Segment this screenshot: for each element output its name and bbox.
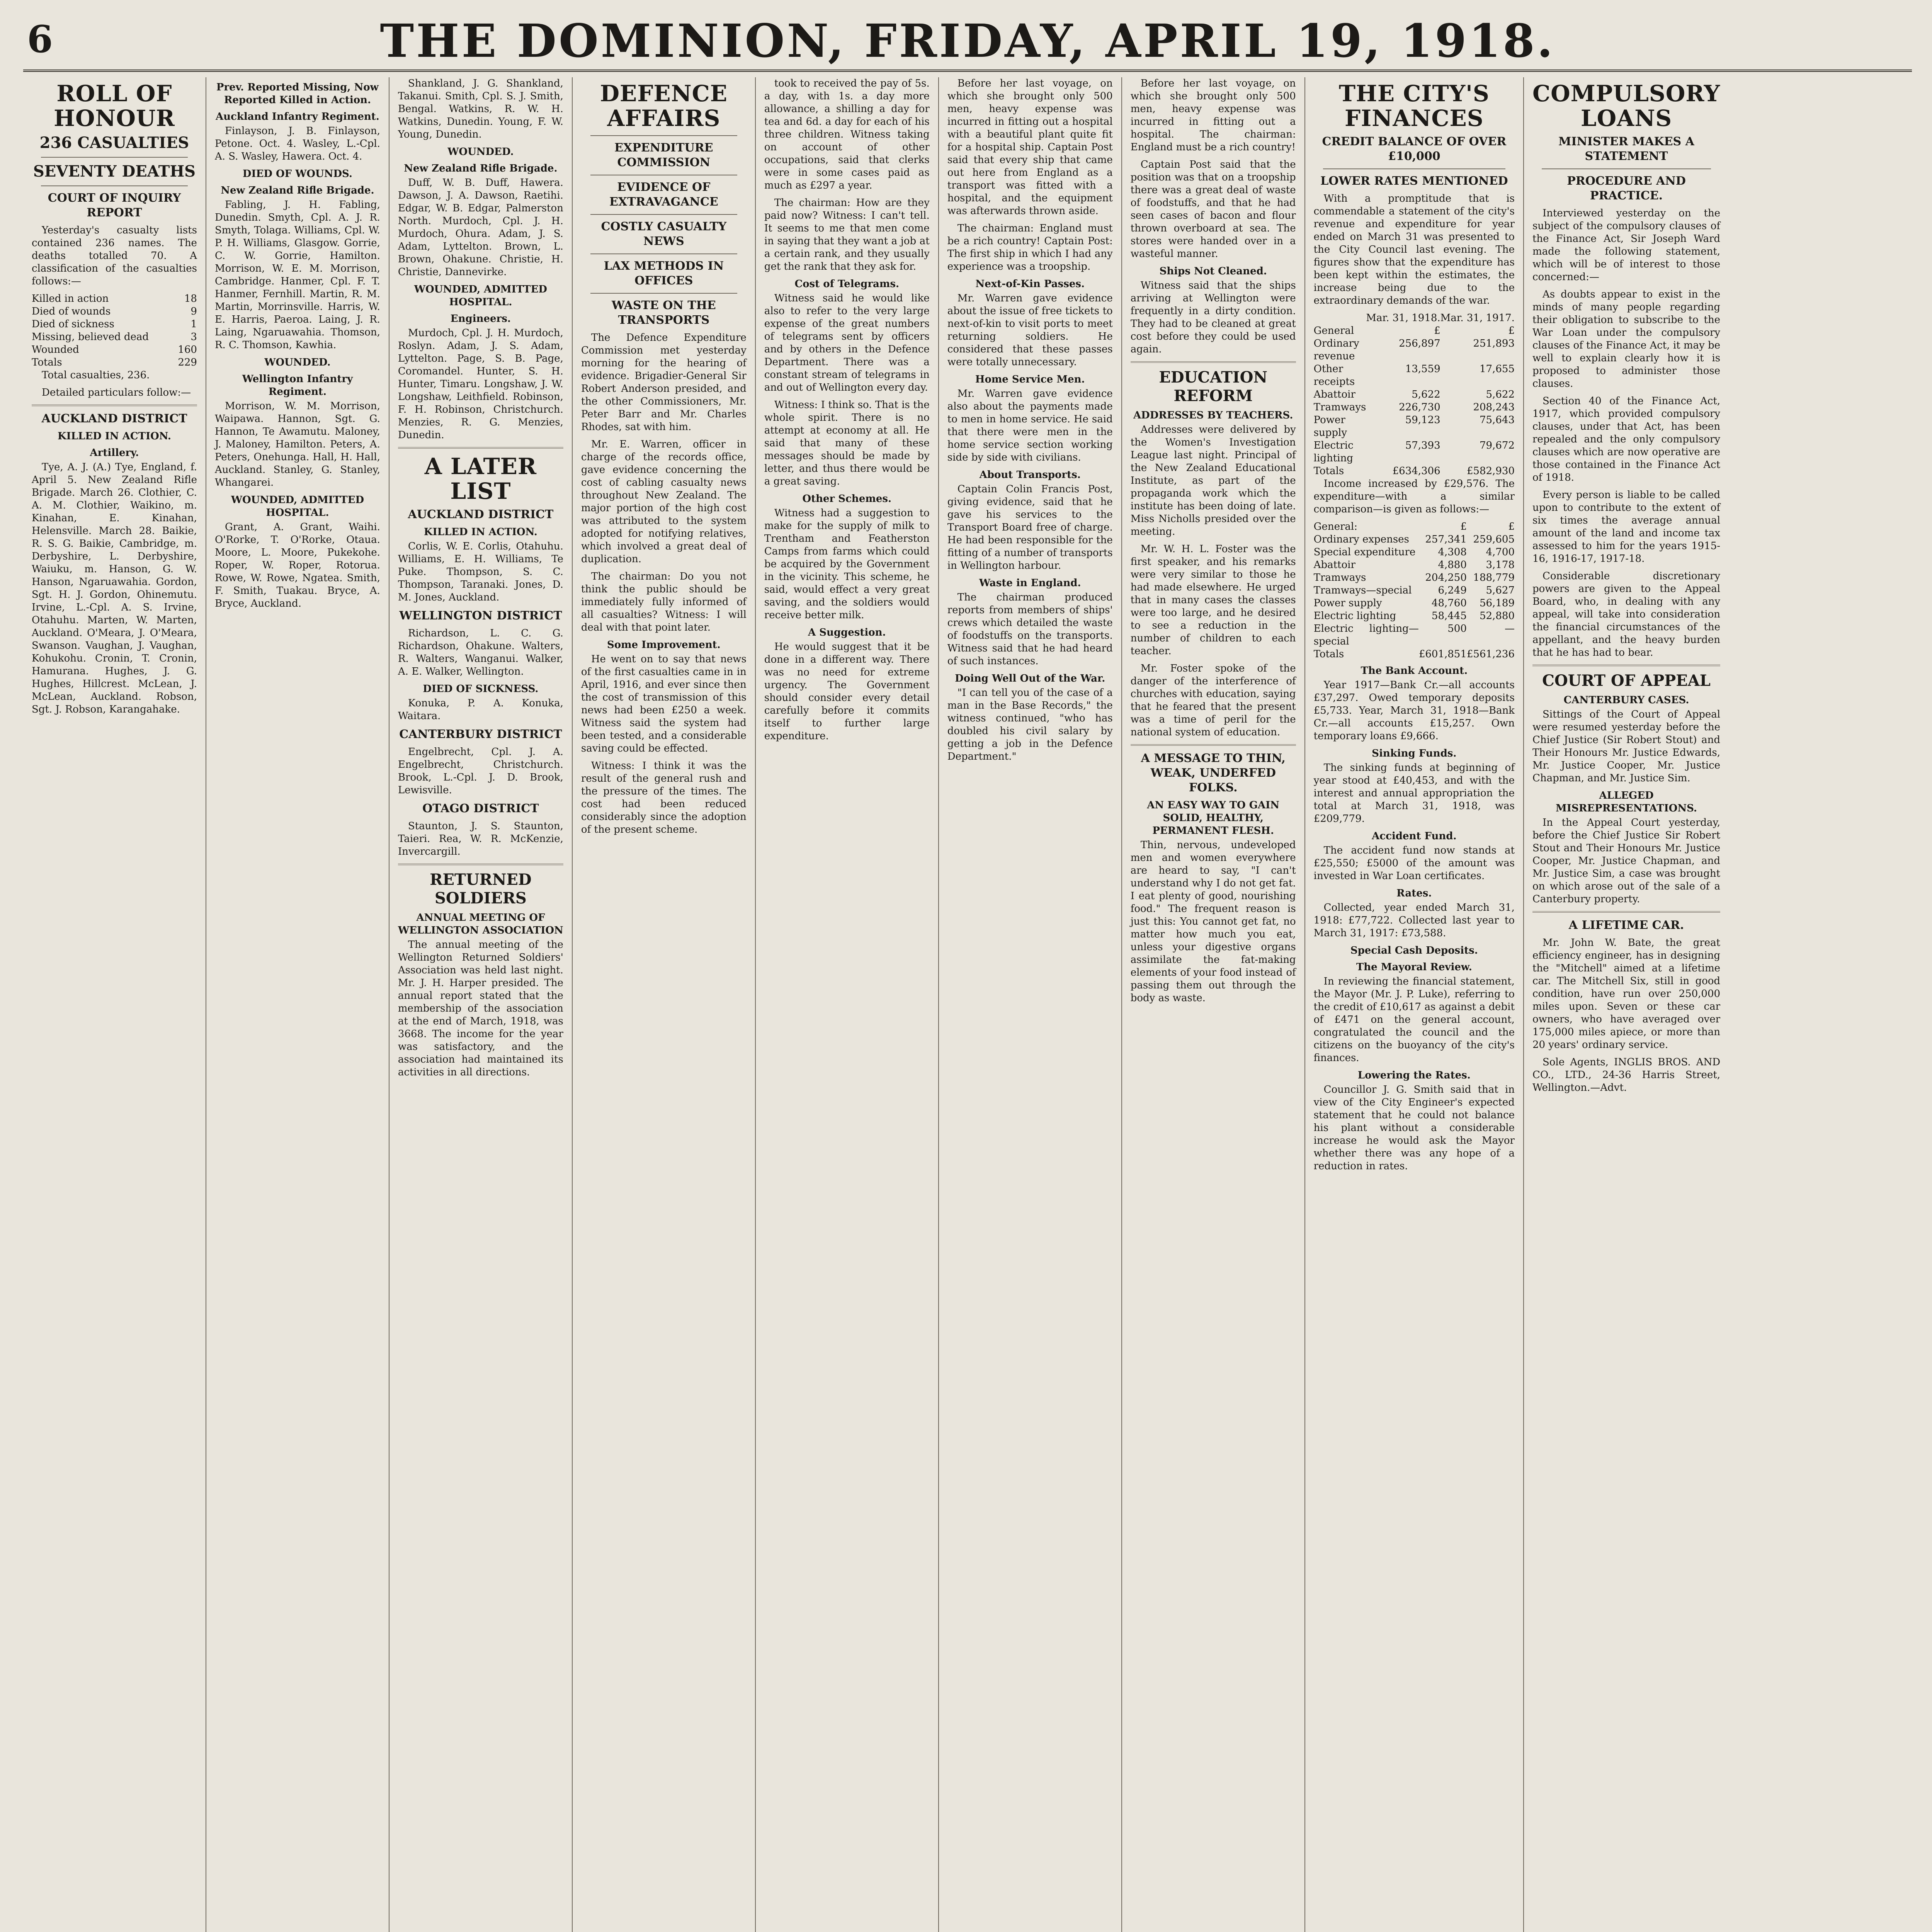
- advert-paragraph: Sole Agents, INGLIS BROS. AND CO., LTD., 24-36 Harris Street, Wellington.—Advt.: [1532, 1056, 1721, 1094]
- divider: [1323, 168, 1505, 169]
- article-paragraph: Witness had a suggestion to make for the supply of milk to Trentham and Featherston Camps from farms which could be acquired by the Government in the vicinity. This scheme, he said, would effect a very great saving, and the soldiers would receive better milk.: [764, 507, 930, 621]
- article-paragraph: In reviewing the financial statement, the Mayor (Mr. J. P. Luke), referring to the credit of £10,617 as against a debit of £471 on the general account, congratulated the council and the citizens on the buoyancy of the city's finances.: [1313, 976, 1515, 1064]
- subhead: LOWER RATES MENTIONED: [1320, 174, 1508, 188]
- divider: [1131, 361, 1296, 363]
- divider: [41, 157, 188, 158]
- section-heading: Doing Well Out of the War.: [955, 673, 1105, 684]
- summary-row: Died of sickness 1: [32, 318, 197, 330]
- section-heading: KILLED IN ACTION.: [423, 526, 537, 538]
- name-list: Morrison, W. M. Morrison, Waipawa. Hannon, Sgt. G. Hannon, Te Awamutu. Maloney, J. Maloney, Hamilton. Peters, A. Peters, Onehunga. Hall, H. Hall, Auckland. Stanley, G. Stanley, Whangarei.: [214, 400, 380, 488]
- divider: [32, 405, 197, 406]
- subhead: EVIDENCE OF EXTRAVAGANCE: [609, 180, 718, 209]
- expenditure-row: Electric lighting 58,445 52,880: [1313, 610, 1515, 622]
- expenditure-row: Ordinary expenses 257,341 259,605: [1313, 534, 1515, 545]
- expenditure-row: Power supply 48,760 56,189: [1313, 597, 1515, 609]
- subhead: MINISTER MAKES A STATEMENT: [1558, 135, 1694, 163]
- article-paragraph: Before her last voyage, on which she brought only 500 men, heavy expense was incurred in fitting out a hospital. The chairman: England must be a rich country!: [1130, 78, 1296, 153]
- article-paragraph: The accident fund now stands at £25,550; £5000 of the amount was invested in War Loan certificates.: [1313, 845, 1515, 882]
- advert-paragraph: Thin, nervous, undeveloped men and women everywhere are heard to say, "I can't understand why I do not get fat. I eat plenty of good, nourishing food." The frequent reason is just this: You cannot get fat, no matter how much you eat, unless your digestive organs assimilate the fat-making elements of your food instead of passing them out through the body as waste.: [1130, 839, 1296, 1004]
- name-list: Konuka, P. A. Konuka, Waitara.: [398, 697, 563, 722]
- section-heading: Accident Fund.: [1372, 830, 1457, 842]
- headline-roll-of-honour: ROLL OF HONOUR: [54, 80, 175, 131]
- headline-compulsory-loans: COMPULSORY LOANS: [1532, 80, 1721, 131]
- district-heading: AUCKLAND DISTRICT: [408, 508, 554, 521]
- advert-heading: A MESSAGE TO THIN, WEAK, UNDERFED FOLKS.: [1141, 752, 1286, 794]
- subhead-addresses: ADDRESSES BY TEACHERS.: [1133, 410, 1293, 421]
- subhead: WASTE ON THE TRANSPORTS: [611, 299, 716, 327]
- revenue-total-row: Totals £634,306 £582,930: [1313, 465, 1515, 477]
- article-paragraph: In the Appeal Court yesterday, before the Chief Justice Sir Robert Stout and Their Honours Mr. Justice Cooper, Mr. Justice Chapman, and Mr. Justice Sim, a case was brought on which arose out of the sale of a Canterbury property.: [1532, 817, 1721, 905]
- district-heading: AUCKLAND DISTRICT: [41, 412, 187, 425]
- section-heading: WOUNDED, ADMITTED HOSPITAL.: [231, 494, 364, 519]
- article-paragraph: The sinking funds at beginning of year stood at £40,453, and with the interest and annual appropriation the total at March 31, 1918, was £209,779.: [1313, 762, 1515, 825]
- divider: [398, 864, 563, 865]
- casualty-summary-table: [32, 293, 197, 369]
- section-heading: Prev. Reported Missing, Now Reported Killed in Action.: [216, 82, 379, 106]
- name-list: Finlayson, J. B. Finlayson, Petone. Oct. 4. Wasley, L.-Cpl. A. S. Wasley, Hawera. Oct. 4.: [214, 125, 380, 162]
- revenue-row: Tramways 226,730 208,243: [1313, 401, 1515, 413]
- unit-heading: Engineers.: [450, 313, 511, 325]
- name-list: Grant, A. Grant, Waihi. O'Rorke, T. O'Rorke, Otaua. Moore, L. Moore, Pukekohe. Roper, W. Roper, Rotorua. Rowe, W. Rowe, Ngatea. Smith, F. Smith, Tuakau. Bryce, A. Bryce, Auckland.: [214, 521, 380, 609]
- name-list: Engelbrecht, Cpl. J. A. Engelbrecht, Christchurch. Brook, L.-Cpl. J. D. Brook, Lewisville.: [398, 746, 563, 796]
- name-list: Corlis, W. E. Corlis, Otahuhu. Williams, E. H. Williams, Te Puke. Thompson, S. C. Thompson, Taranaki. Jones, D. M. Jones, Auckland.: [398, 541, 563, 603]
- divider: [590, 253, 737, 254]
- expenditure-row: Tramways—special 6,249 5,627: [1313, 585, 1515, 596]
- section-heading: Lowering the Rates.: [1357, 1070, 1471, 1081]
- article-paragraph: As doubts appear to exist in the minds of many people regarding their obligation to subscribe to the War Loan under the compulsory clauses of the Finance Act, it may be well to explain clearly how it is proposed to administer those clauses.: [1532, 289, 1721, 389]
- headline-defence-affairs: DEFENCE AFFAIRS: [600, 80, 728, 131]
- article-paragraph: Councillor J. G. Smith said that in view of the City Engineer's expected statement that he could not balance his plant without a considerable increase he would ask the Mayor whether there was any hope of a reduction in rates.: [1313, 1084, 1515, 1172]
- divider: [1131, 744, 1296, 746]
- name-list: Tye, A. J. (A.) Tye, England, f. April 5. New Zealand Rifle Brigade. March 26. Clothier, C. A. M. Clothier, Waikino, m. Kinahan, E. Kinahan, Helensville. March 28. Baikie, R. S. G. Baikie, Cambridge, m. Derbyshire, L. Derbyshire, Waiuku, m. Hanson, G. W. Hanson, Ngaruawahia. Gordon, Sgt. H. J. Gordon, Ohinemutu. Irvine, L.-Cpl. A. S. Irvine, Otahuhu. Marten, W. Marten, Auckland. O'Meara, J. O'Meara, Swanson. Vaughan, J. Vaughan, Kohukohu. Cronin, T. Cronin, Hamurana. Hughes, J. G. Hughes, Hillcrest. McLean, J. McLean, Auckland. Robson, Sgt. J. Robson, Karangahake.: [32, 461, 197, 715]
- revenue-table-header: Mar. 31, 1918. Mar. 31, 1917.: [1366, 312, 1515, 324]
- divider: [590, 293, 737, 294]
- unit-heading: Artillery.: [90, 447, 139, 459]
- article-paragraph: The chairman produced reports from members of ships' crews which detailed the waste of foodstuffs on the transports. Witness said that he had heard of such instances.: [947, 592, 1113, 667]
- section-heading: Other Schemes.: [802, 493, 892, 505]
- column-city-finances: [1305, 77, 1524, 1932]
- divider: [590, 135, 737, 136]
- expenditure-table: [1314, 520, 1515, 661]
- article-paragraph: The chairman: England must be a rich country! Captain Post: The first ship in which I had any experience was a troopship.: [947, 223, 1113, 272]
- section-heading: DIED OF WOUNDS.: [242, 168, 352, 180]
- section-heading: ALLEGED MISREPRESENTATIONS.: [1556, 790, 1697, 814]
- article-paragraph: The Defence Expenditure Commission met yesterday morning for the hearing of evidence. Brigadier-General Sir Robert Anderson presided, and the other Commissioners, Mr. Peter Barr and Mr. Charles Rhodes, sat with him.: [581, 332, 747, 433]
- section-heading: KILLED IN ACTION.: [58, 430, 171, 442]
- section-heading: Waste in England.: [979, 577, 1081, 589]
- divider: [1532, 665, 1720, 666]
- headline-later-list: A LATER LIST: [424, 453, 537, 504]
- article-paragraph: Sittings of the Court of Appeal were resumed yesterday before the Chief Justice (Sir Robert Stout) and Their Honours Mr. Justice Edwards, Mr. Justice Cooper, Mr. Justice Chapman, and Mr. Justice Sim.: [1532, 709, 1721, 784]
- article-paragraph: Addresses were delivered by the Women's Investigation League last night. Principal of the New Zealand Educational Institute, as part of the propaganda work which the institute has been doing of late. Miss Nicholls presided over the meeting.: [1130, 424, 1296, 537]
- column-transports: [939, 77, 1122, 1932]
- article-paragraph: Section 40 of the Finance Act, 1917, which provided compulsory clauses, under that Act, has been repealed and the only compulsory clauses which are now operative are those contained in the Finance Act of 1918.: [1532, 395, 1721, 483]
- summary-row: Missing, believed dead 3: [32, 331, 197, 343]
- article-paragraph: Witness said that the ships arriving at Wellington were frequently in a dirty condition. They had to be cleaned at great cost before they could be used again.: [1130, 280, 1296, 355]
- article-paragraph: Considerable discretionary powers are given to the Appeal Board, who, in dealing with any appeal, will take into consideration the financial circumstances of the appellant, and the heavy burden that he has had to bear.: [1532, 570, 1721, 658]
- name-list: Duff, W. B. Duff, Hawera. Dawson, J. A. Dawson, Raetihi. Edgar, W. B. Edgar, Palmerston North. Murdoch, Cpl. J. H. Murdoch, Ohura. Adam, J. S. Adam, Lyttelton. Brown, L. Brown, Ohakune. Christie, H. Christie, Dannevirke.: [398, 177, 563, 278]
- headline-city-finances: THE CITY'S FINANCES: [1338, 80, 1490, 131]
- advert-heading: A LIFETIME CAR.: [1568, 918, 1684, 932]
- section-heading: WOUNDED, ADMITTED HOSPITAL.: [414, 284, 547, 308]
- article-paragraph: Witness: I think it was the result of the general rush and the pressure of the times. The cost had been reduced considerably since the adoption of the present scheme.: [581, 760, 747, 835]
- detail-note: Detailed particulars follow:—: [42, 387, 191, 398]
- revenue-row: Abattoir 5,622 5,622: [1313, 389, 1515, 400]
- summary-row: Died of wounds 9: [32, 306, 197, 317]
- article-paragraph: Mr. Warren gave evidence also about the payments made to men in home service. He said that there were men in the home service section working side by side with civilians.: [947, 388, 1113, 463]
- expenditure-row: Special expenditure 4,308 4,700: [1313, 546, 1515, 558]
- divider: [41, 185, 188, 186]
- article-paragraph: Interviewed yesterday on the subject of the compulsory clauses of the Finance Act, Sir Joseph Ward made the following statement, which will be of interest to those concerned:—: [1532, 207, 1721, 283]
- page-number: 6: [27, 17, 53, 61]
- revenue-row: Power supply 59,123 75,643: [1313, 414, 1515, 439]
- expenditure-total-row: Totals £601,851 £561,236: [1313, 648, 1515, 660]
- subhead: LAX METHODS IN OFFICES: [604, 259, 724, 287]
- expenditure-row: Tramways 204,250 188,779: [1313, 572, 1515, 583]
- subhead: COSTLY CASUALTY NEWS: [601, 220, 727, 248]
- section-heading: WOUNDED.: [447, 146, 514, 158]
- article-paragraph: Mr. E. Warren, officer in charge of the records office, gave evidence concerning the cost of cabling casualty news throughout New Zealand. The major portion of the high cost was attributed to the system adopted for notifying relatives, which involved a great deal of duplication.: [581, 439, 747, 565]
- article-paragraph: Witness said he would like also to refer to the very large expense of the great numbers of telegrams sent by officers and by others in the Defence Department. There was a constant stream of telegrams in and out of Wellington every day.: [764, 293, 930, 393]
- column-roll-of-honour: [23, 77, 206, 1932]
- unit-heading: Wellington Infantry Regiment.: [242, 373, 353, 398]
- advert-subheading: AN EASY WAY TO GAIN SOLID, HEALTHY, PERMANENT FLESH.: [1147, 799, 1280, 837]
- article-paragraph: Captain Colin Francis Post, giving evidence, said that he gave his services to the Transport Board free of charge. He had been responsible for the fitting of a number of transports in Wellington harbour.: [947, 483, 1113, 571]
- article-paragraph: The chairman: Do you not think the public should be immediately fully informed of all casualties? Witness: I will deal with that point later.: [581, 571, 747, 633]
- column-compulsory-loans: [1524, 77, 1729, 1932]
- revenue-row: General £ £: [1313, 325, 1515, 337]
- article-paragraph: Income increased by £29,576. The expenditure—with a similar comparison—is given as follows:—: [1313, 478, 1515, 515]
- subhead: CREDIT BALANCE OF OVER £10,000: [1322, 135, 1507, 163]
- section-heading: WOUNDED.: [264, 357, 331, 368]
- article-paragraph: Mr. W. H. L. Foster was the first speaker, and his remarks were very similar to those he had made elsewhere. He urged that in many cases the classes were too large, and he desired to see a reduction in the number of children to each teacher.: [1130, 543, 1296, 657]
- article-paragraph: Mr. Foster spoke of the danger of the interference of churches with education, saying that he feared that the present was a time of peril for the national system of education.: [1130, 663, 1296, 738]
- article-paragraph: took to received the pay of 5s. a day, with 1s. a day more allowance, a shilling a day for tea and 6d. a day for each of his three children. Witness taking on account of other occupations, said that clerks were in some cases paid as much as £297 a year.: [764, 78, 930, 191]
- revenue-row: Ordinary revenue 256,897 251,893: [1313, 338, 1515, 362]
- article-paragraph: The chairman: How are they paid now? Witness: I can't tell. It seems to me that men come in saying that they want a job at a certain rank, and they usually get the rank that they ask for.: [764, 197, 930, 272]
- section-heading: The Bank Account.: [1361, 665, 1468, 677]
- article-paragraph: He would suggest that it be done in a different way. There was no need for extreme urgency. The Government should consider every detail carefully before it commits itself to further large expenditure.: [764, 641, 930, 742]
- columns: [23, 77, 1912, 1932]
- divider: [1542, 168, 1711, 169]
- section-heading: Rates.: [1396, 888, 1432, 899]
- subhead-deaths: SEVENTY DEATHS: [33, 162, 196, 180]
- subhead-casualties: 236 CASUALTIES: [39, 134, 189, 152]
- column-education-reform: [1122, 77, 1305, 1932]
- section-heading: About Transports.: [979, 469, 1081, 481]
- district-heading: OTAGO DISTRICT: [422, 802, 539, 815]
- name-list: Shankland, J. G. Shankland, Takanui. Smith, Cpl. S. J. Smith, Bengal. Watkins, R. W. H. Watkins, Dunedin. Young, F. W. Young, Dunedin.: [398, 78, 563, 140]
- divider: [1532, 911, 1720, 913]
- section-heading: A Suggestion.: [808, 627, 886, 638]
- article-paragraph: "I can tell you of the case of a man in the Base Records," the witness continued, "who has doubled his civil salary by getting a job in the Defence Department.": [947, 687, 1113, 762]
- name-list: Fabling, J. H. Fabling, Dunedin. Smyth, Cpl. A. J. R. Smyth, Tolaga. Williams, Cpl. W. P. H. Williams, Glasgow. Gorrie, C. W. Gorrie, Hamilton. Morrison, W. E. M. Morrison, Cambridge. Hanmer, Cpl. F. T. Hanmer, Fernhill. Martin, R. M. Martin, Morrinsville. Harris, W. E. Harris, Paeroa. Laing, J. R. Laing, Ngaruawahia. Thomson, R. C. Thomson, Kawhia.: [214, 199, 380, 351]
- section-heading: Sinking Funds.: [1372, 748, 1457, 759]
- section-heading: The Mayoral Review.: [1356, 961, 1472, 973]
- section-heading: Home Service Men.: [975, 374, 1085, 385]
- unit-heading: New Zealand Rifle Brigade.: [404, 163, 558, 174]
- name-list: Staunton, J. S. Staunton, Taieri. Rea, W. R. McKenzie, Invercargill.: [398, 820, 563, 857]
- district-heading: WELLINGTON DISTRICT: [399, 609, 562, 622]
- unit-heading: New Zealand Rifle Brigade.: [221, 185, 374, 196]
- headline-court-of-appeal: COURT OF APPEAL: [1542, 672, 1711, 690]
- article-paragraph: With a promptitude that is commendable a statement of the city's revenue and expenditure for year ended on March 31 was presented to the City Council last evening. The figures show that the expenditure has been kept within the estimates, the increase being due to the extraordinary demands of the war.: [1313, 193, 1515, 306]
- section-heading: Special Cash Deposits.: [1350, 945, 1478, 956]
- article-paragraph: Every person is liable to be called upon to contribute to the extent of six times the average annual amount of the land and income tax assessed to him for the years 1915-16, 1916-17, 1917-18.: [1532, 489, 1721, 565]
- expenditure-row: General: £ £: [1313, 521, 1515, 532]
- column-commission-continued: [756, 77, 939, 1932]
- unit-heading: Auckland Infantry Regiment.: [215, 111, 379, 122]
- article-paragraph: Before her last voyage, on which she brought only 500 men, heavy expense was incurred in fitting out a hospital with a beautiful plant quite fit for a hospital ship. Captain Post said that every ship that came out here from England as a transport was fitted with a hospital, and the equipment was afterwards thrown aside.: [947, 78, 1113, 217]
- total-casualties: Total casualties, 236.: [42, 369, 150, 381]
- article-paragraph: Captain Post said that the position was that on a troopship there was a great deal of waste of foodstuffs, and that he had seen cases of bacon and flour thrown overboard at sea. The stores were handed over in a wasteful manner.: [1130, 159, 1296, 260]
- revenue-row: Other receipts 13,559 17,655: [1313, 363, 1515, 388]
- subhead-inquiry: COURT OF INQUIRY REPORT: [48, 191, 181, 219]
- column-casualty-list: [206, 77, 389, 1932]
- casualty-intro: Yesterday's casualty lists contained 236 names. The deaths totalled 70. A classification of the casualties follows:—: [32, 224, 197, 287]
- article-paragraph: Mr. Warren gave evidence about the issue of free tickets to next-of-kin to visit ports to meet returning soldiers. He considered that these passes were totally unnecessary.: [947, 293, 1113, 368]
- column-defence-affairs: [573, 77, 756, 1932]
- newspaper-title: THE DOMINION, FRIDAY, APRIL 19, 1918.: [380, 14, 1555, 68]
- section-heading: Next-of-Kin Passes.: [975, 278, 1085, 290]
- summary-row: Wounded 160: [32, 344, 197, 355]
- name-list: Richardson, L. C. G. Richardson, Ohakune. Walters, R. Walters, Wanganui. Walker, A. E. Walker, Wellington.: [398, 628, 563, 677]
- expenditure-row: Abattoir 4,880 3,178: [1313, 559, 1515, 571]
- revenue-row: Electric lighting 57,393 79,672: [1313, 440, 1515, 464]
- subhead: EXPENDITURE COMMISSION: [614, 141, 713, 169]
- revenue-table: [1314, 312, 1515, 478]
- name-list: Murdoch, Cpl. J. H. Murdoch, Roslyn. Adam, J. S. Adam, Lyttelton. Page, S. B. Page, Coromandel. Hunter, S. H. Hunter, Timaru. Longshaw, J. W. Longshaw, Leithfield. Robinson, F. H. Robinson, Christchurch. Menzies, R. G. Menzies, Dunedin.: [398, 327, 563, 441]
- district-heading: CANTERBURY DISTRICT: [399, 728, 562, 741]
- headline-returned-soldiers: RETURNED SOLDIERS: [430, 871, 532, 907]
- article-paragraph: He went on to say that news of the first casualties came in in April, 1916, and ever since then the cost of transmission of this news had been £250 a week. Witness said the system had been tested, and a considerable saving could be effected.: [581, 653, 747, 754]
- divider: [590, 214, 737, 215]
- article-paragraph: Year 1917—Bank Cr.—all accounts £37,297. Owed temporary deposits £5,733. Year, March 31, 1918—Bank Cr.—all accounts £15,257. Own temporary loans £9,666.: [1313, 679, 1515, 742]
- subhead: PROCEDURE AND PRACTICE.: [1567, 174, 1686, 202]
- section-heading: Cost of Telegrams.: [794, 278, 900, 290]
- article-paragraph: The annual meeting of the Wellington Returned Soldiers' Association was held last night. Mr. J. H. Harper presided. The annual report stated that the membership of the association at the end of March, 1918, was 3668. The income for the year was satisfactory, and the association had maintained its activities in all directions.: [398, 939, 563, 1078]
- divider: [398, 447, 563, 449]
- article-paragraph: Witness: I think so. That is the whole spirit. There is no attempt at economy at all. He said that many of these messages should be made by letter, and thus there would be a great saving.: [764, 399, 930, 487]
- article-paragraph: Collected, year ended March 31, 1918: £77,722. Collected last year to March 31, 1917: £73,588.: [1313, 902, 1515, 939]
- column-later-list: [389, 77, 573, 1932]
- expenditure-row: Electric lighting—special 500 —: [1313, 623, 1515, 647]
- subhead-annual-meeting: ANNUAL MEETING OF WELLINGTON ASSOCIATION: [398, 912, 563, 936]
- totals-row: Totals 229: [32, 357, 197, 368]
- masthead: [23, 12, 1912, 72]
- subhead: CANTERBURY CASES.: [1563, 694, 1689, 706]
- advert-paragraph: Mr. John W. Bate, the great efficiency engineer, has in designing the "Mitchell" aimed at a lifetime car. The Mitchell Six, still in good condition, have run over 250,000 miles upon. Seven or these car owners, who have averaged over 175,000 miles apiece, or more than 20 years' ordinary service.: [1532, 937, 1721, 1051]
- section-heading: Ships Not Cleaned.: [1159, 265, 1267, 277]
- section-heading: DIED OF SICKNESS.: [423, 683, 539, 695]
- summary-row: Killed in action 18: [32, 293, 197, 304]
- headline-education-reform: EDUCATION REFORM: [1159, 368, 1267, 405]
- section-heading: Some Improvement.: [607, 639, 721, 651]
